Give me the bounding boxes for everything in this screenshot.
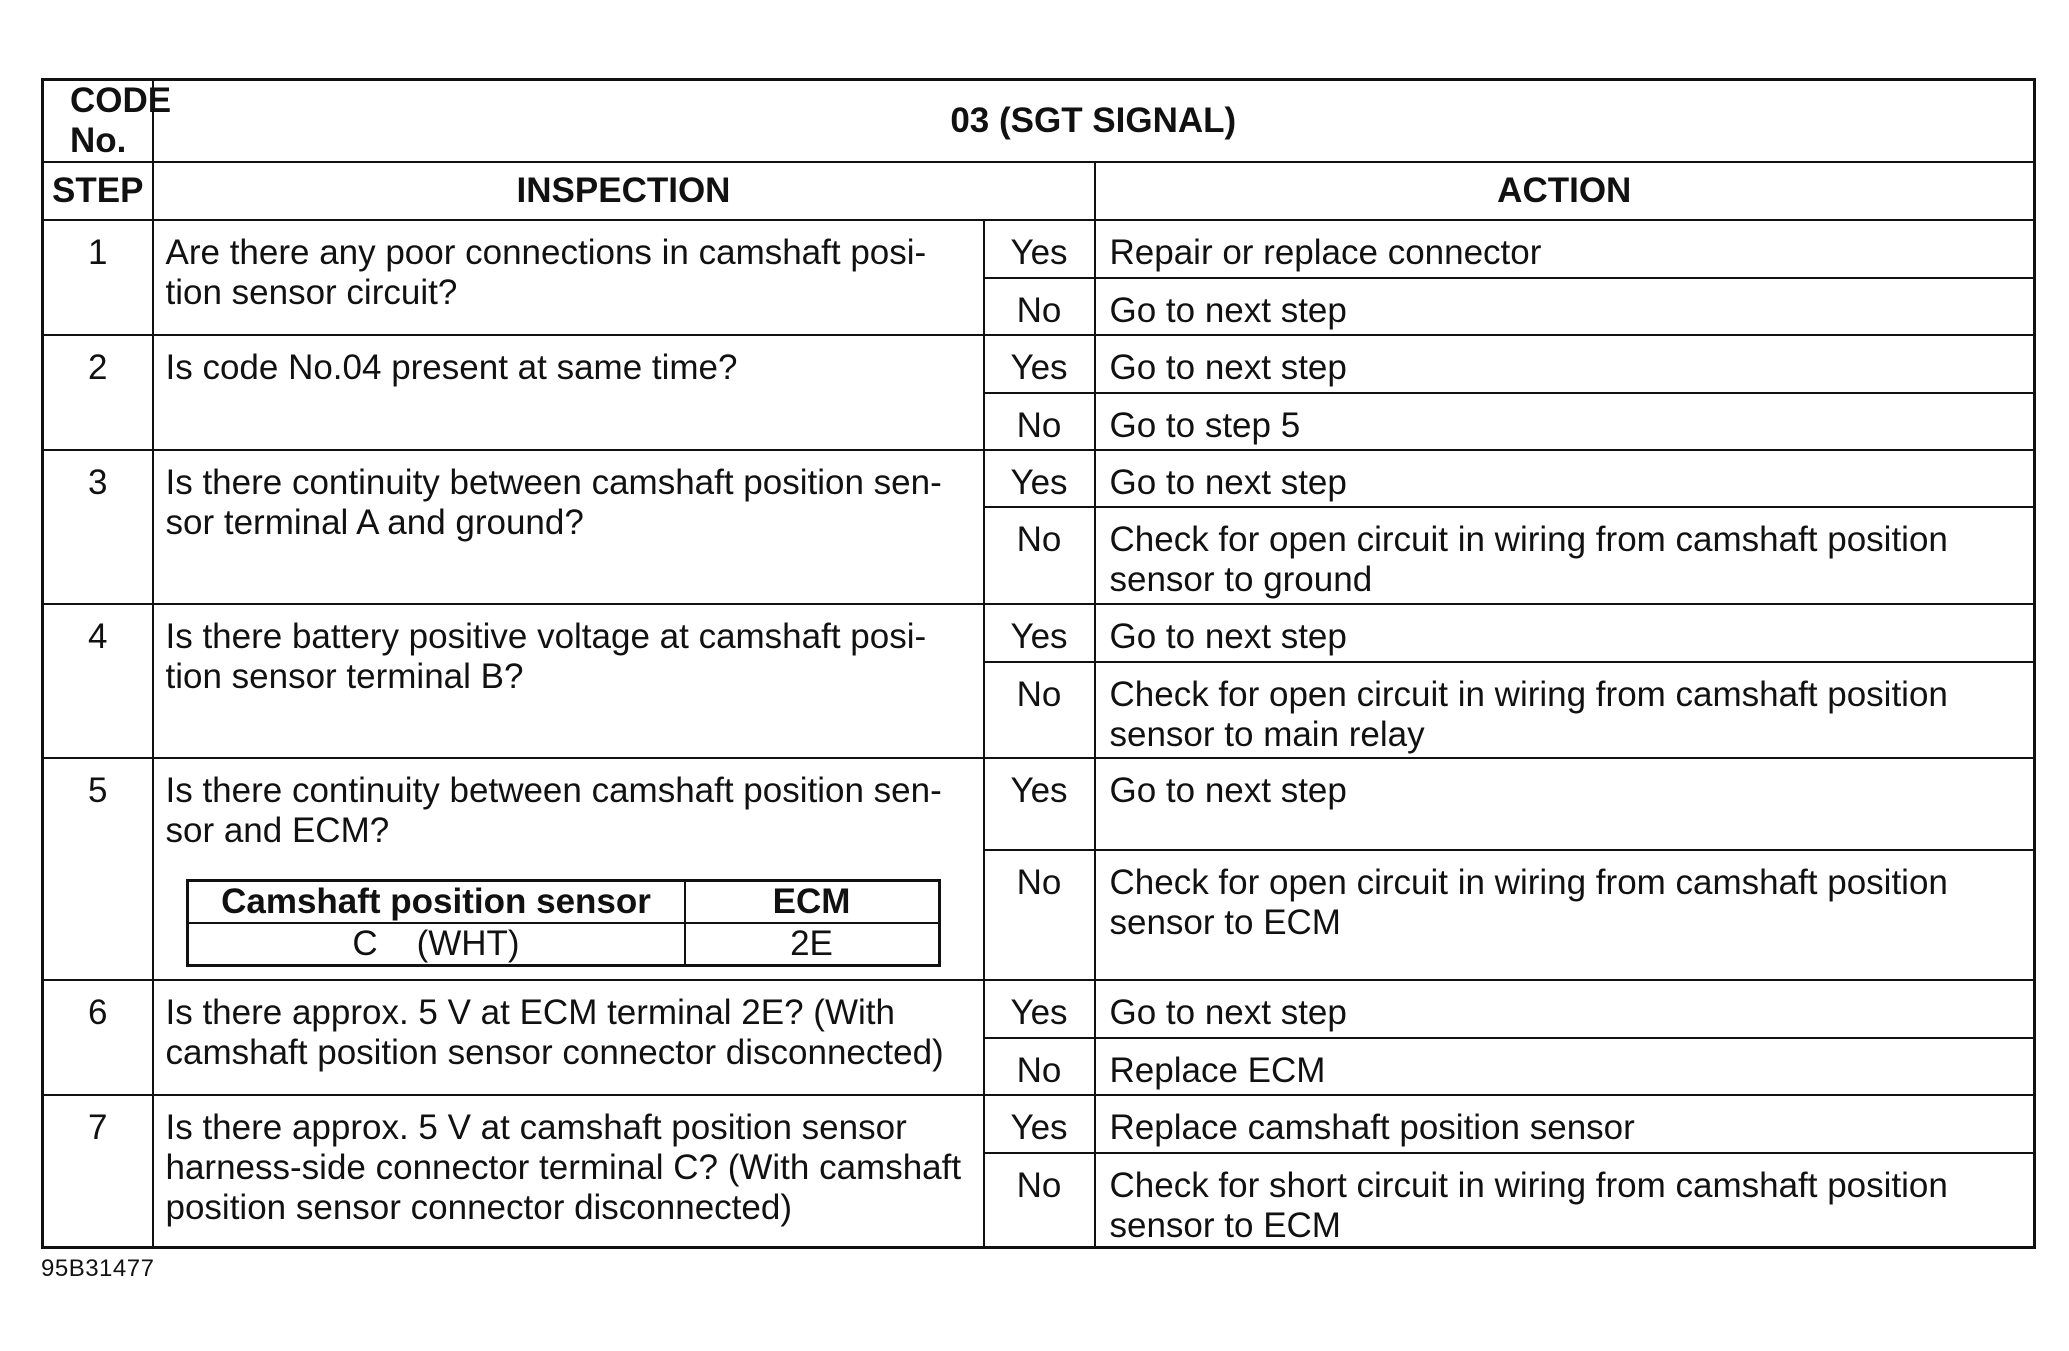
no-action: Check for open circuit in wiring from camshaft position sensor to main relay (1095, 662, 2035, 758)
column-header-row (43, 162, 2035, 220)
ecm-terminal-value: 2E (685, 923, 940, 966)
table-row (43, 450, 2035, 507)
no-label: No (984, 507, 1095, 604)
terminal-pair-table (186, 879, 941, 967)
no-action: Go to next step (1095, 278, 2035, 335)
code-row (43, 80, 2035, 163)
no-label: No (984, 393, 1095, 450)
yes-action: Go to next step (1095, 980, 2035, 1038)
inspection-cell (153, 758, 984, 980)
sensor-column-header: Camshaft position sensor (187, 881, 685, 924)
diagnostic-flow-table (41, 78, 2033, 1249)
step-header: STEP (43, 162, 153, 220)
no-action: Check for open circuit in wiring from camshaft position sensor to ECM (1095, 850, 2035, 980)
table-row (43, 335, 2035, 393)
yes-action: Go to next step (1095, 758, 2035, 850)
yes-label: Yes (984, 220, 1095, 278)
table-row (43, 220, 2035, 278)
no-label: No (984, 278, 1095, 335)
yes-action: Go to next step (1095, 450, 2035, 507)
step-number: 7 (43, 1095, 153, 1248)
step-number: 6 (43, 980, 153, 1095)
yes-label: Yes (984, 335, 1095, 393)
no-action: Check for short circuit in wiring from camshaft position sensor to ECM (1095, 1153, 2035, 1248)
no-action: Replace ECM (1095, 1038, 2035, 1095)
yes-label: Yes (984, 758, 1095, 850)
action-header: ACTION (1095, 162, 2035, 220)
inspection-text: Is there continuity between camshaft position sen-sor terminal A and ground? (153, 450, 984, 604)
step-number: 2 (43, 335, 153, 450)
inspection-header: INSPECTION (153, 162, 1095, 220)
no-label: No (984, 662, 1095, 758)
yes-action: Go to next step (1095, 604, 2035, 662)
yes-label: Yes (984, 980, 1095, 1038)
code-03-table (41, 78, 2036, 1249)
yes-label: Yes (984, 1095, 1095, 1153)
inspection-text: Is there approx. 5 V at camshaft position sensor harness-side connector terminal C? (With camshaft position sensor connector disconnected) (153, 1095, 984, 1248)
inspection-text: Is there approx. 5 V at ECM terminal 2E? (With camshaft position sensor connector disconnected) (153, 980, 984, 1095)
inspection-text: Is code No.04 present at same time? (153, 335, 984, 450)
table-row (43, 980, 2035, 1038)
yes-action: Repair or replace connector (1095, 220, 2035, 278)
no-label: No (984, 850, 1095, 980)
step-number: 5 (43, 758, 153, 980)
inspection-text: Are there any poor connections in camshaft posi-tion sensor circuit? (153, 220, 984, 335)
no-label: No (984, 1038, 1095, 1095)
inspection-text: Is there battery positive voltage at camshaft posi-tion sensor terminal B? (153, 604, 984, 758)
no-action: Go to step 5 (1095, 393, 2035, 450)
yes-label: Yes (984, 604, 1095, 662)
table-row (43, 604, 2035, 662)
no-label: No (984, 1153, 1095, 1248)
inspection-text: Is there continuity between camshaft position sen-sor and ECM? (165, 771, 942, 850)
code-number-value: 03 (SGT SIGNAL) (153, 80, 2035, 163)
step-number: 1 (43, 220, 153, 335)
figure-code: 95B31477 (41, 1255, 155, 1282)
yes-action: Replace camshaft position sensor (1095, 1095, 2035, 1153)
yes-label: Yes (984, 450, 1095, 507)
step-number: 4 (43, 604, 153, 758)
sensor-terminal-value: C (WHT) (187, 923, 685, 966)
table-row (43, 1095, 2035, 1153)
table-row (43, 758, 2035, 850)
yes-action: Go to next step (1095, 335, 2035, 393)
no-action: Check for open circuit in wiring from camshaft position sensor to ground (1095, 507, 2035, 604)
code-number-label: CODE No. (43, 80, 153, 163)
ecm-column-header: ECM (685, 881, 940, 924)
step-number: 3 (43, 450, 153, 604)
